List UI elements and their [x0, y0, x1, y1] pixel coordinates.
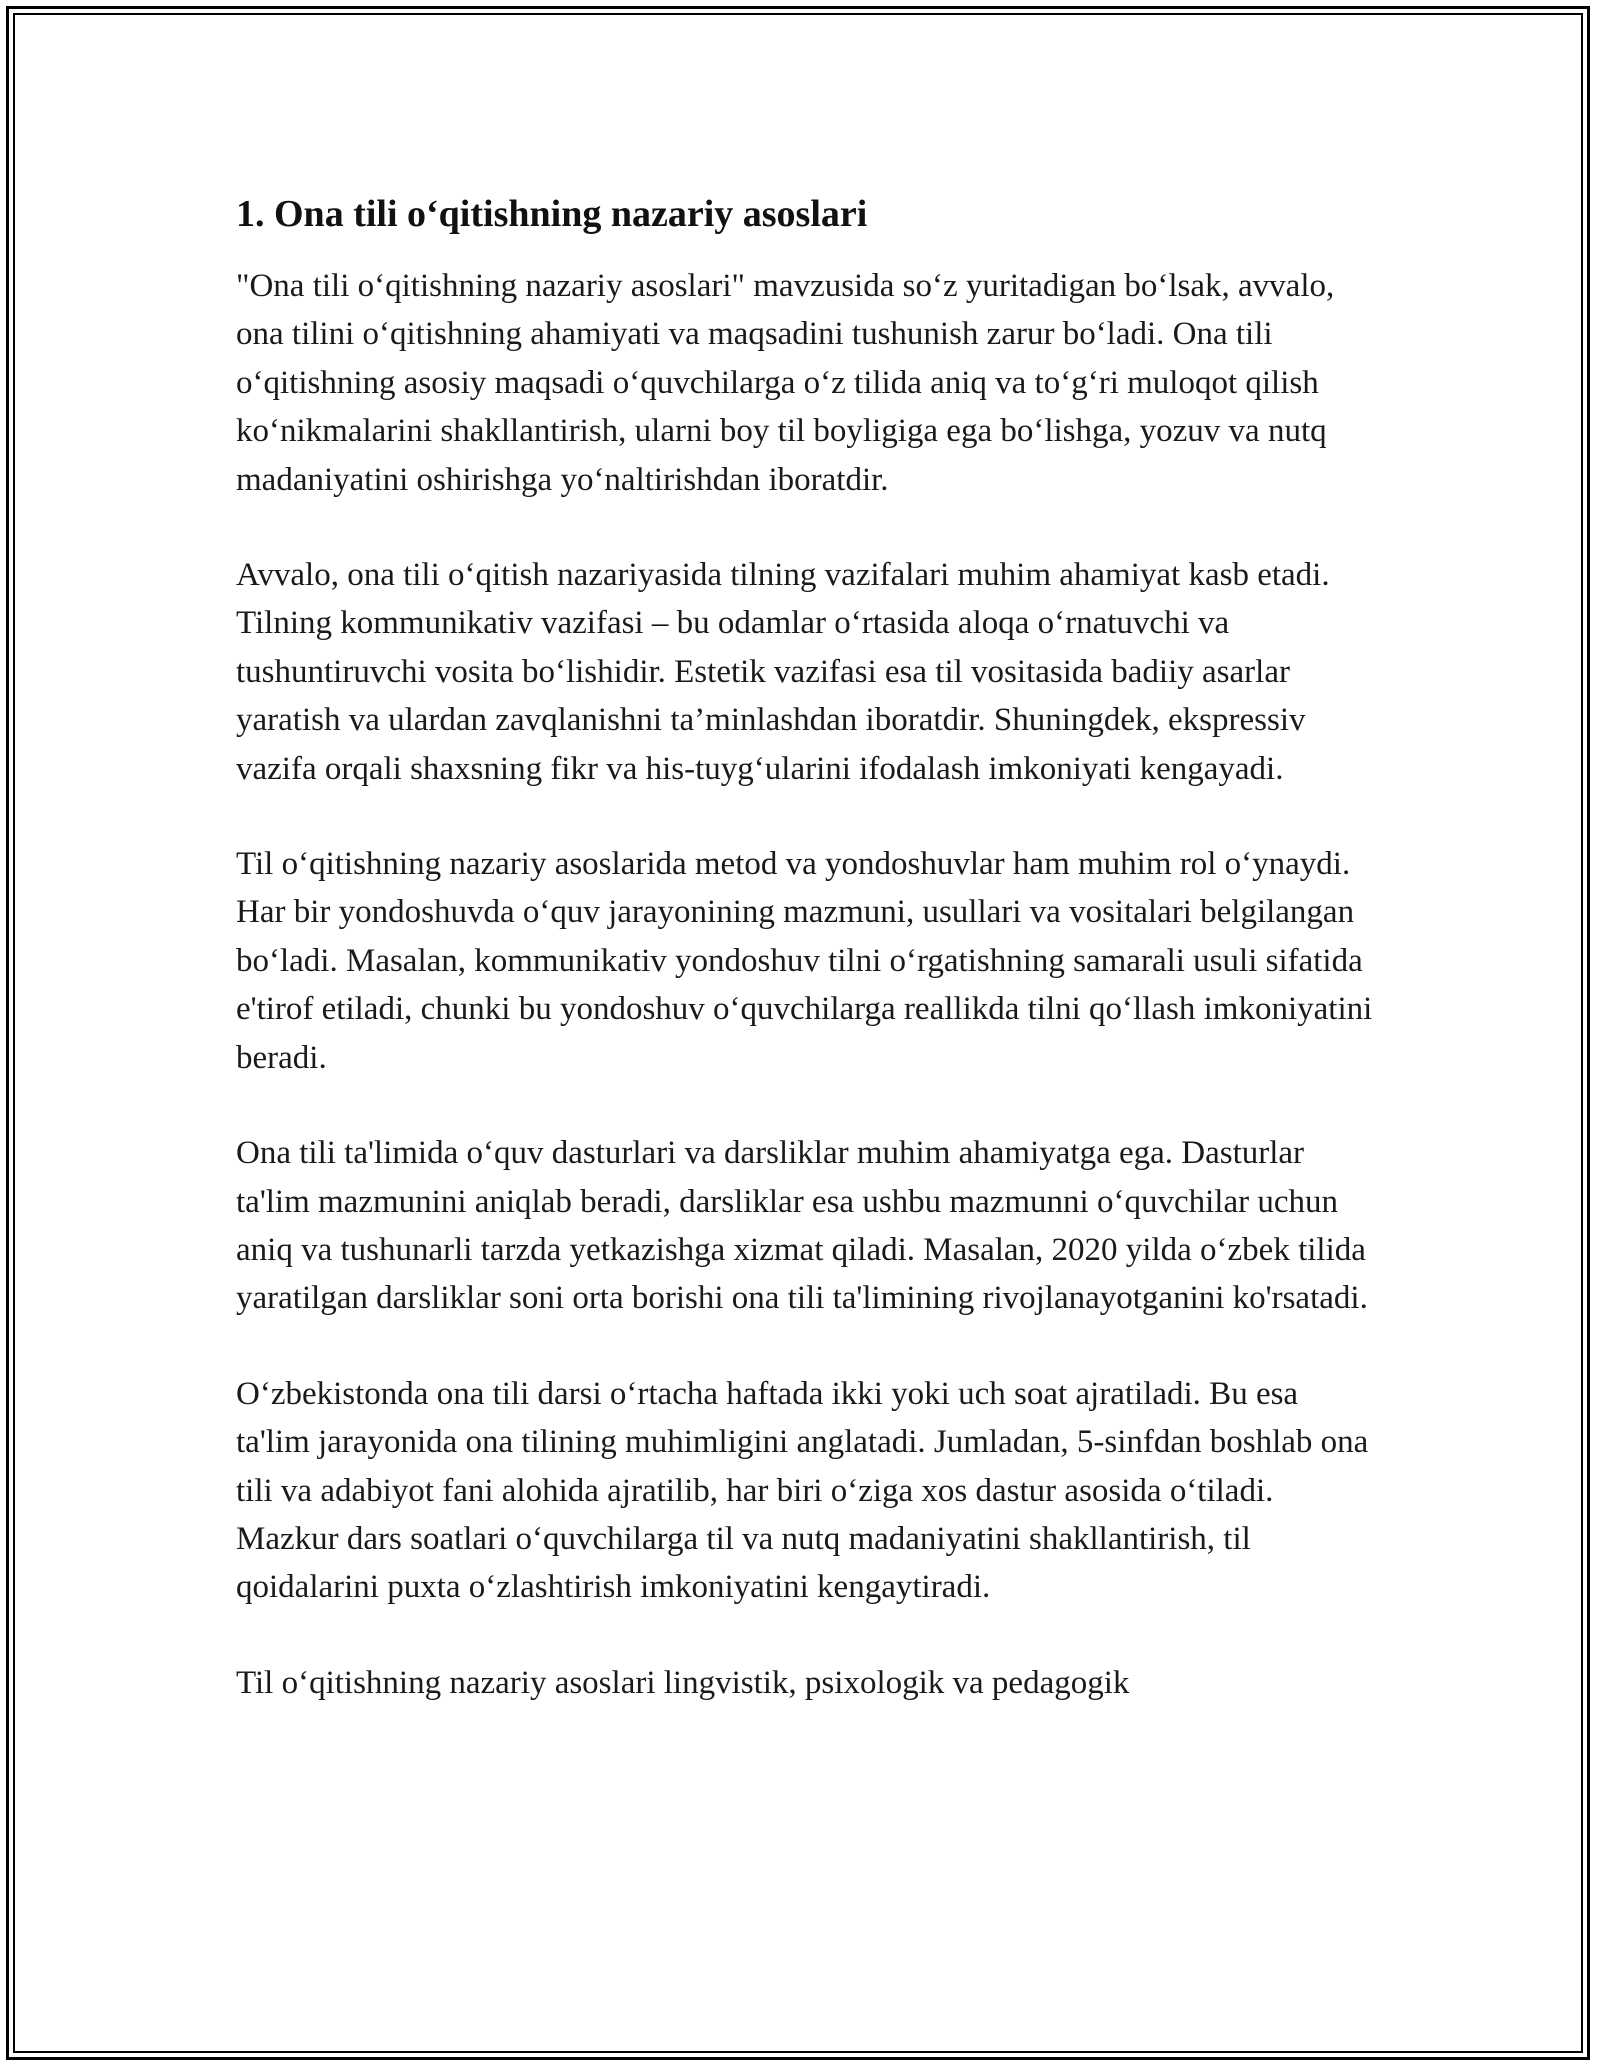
paragraph-3: Til o‘qitishning nazariy asoslarida metod va yondoshuvlar ham muhim rol o‘ynaydi. Har bir yondoshuvda o‘quv jarayonining mazmuni, usullari va vositalari belgilangan bo‘ladi. Masalan, kommunikativ yondoshuv tilni o‘rgatishning samarali usuli sifatida e'tirof etiladi, chunki bu yondoshuv o‘quvchilarga reallikda tilni qo‘llash imkoniyatini beradi. — [236, 846, 1373, 1076]
document-body — [236, 186, 1376, 1754]
paragraph-6: Til o‘qitishning nazariy asoslari lingvistik, psixologik va pedagogik — [236, 1664, 1130, 1701]
paragraph-1: "Ona tili o‘qitishning nazariy asoslari" mavzusida so‘z yuritadigan bo‘lsak, avvalo, ona tilini o‘qitishning ahamiyati va maqsadini tushunish zarur bo‘ladi. Ona tili o‘qitishning asosiy maqsadi o‘quvchilarga o‘z tilida aniq va to‘g‘ri muloqot qilish ko‘nikmalarini shakllantirish, ularni boy til boyligiga ega bo‘lishga, yozuv va nutq madaniyatini oshirishga yo‘naltirishdan iboratdir. — [236, 268, 1335, 498]
paragraph-5: O‘zbekistonda ona tili darsi o‘rtacha haftada ikki yoki uch soat ajratiladi. Bu esa ta'lim jarayonida ona tilining muhimligini anglatadi. Jumladan, 5-sinfdan boshlab ona tili va adabiyot fani alohida ajratilib, har biri o‘ziga xos dastur asosida o‘tiladi. Mazkur dars soatlari o‘quvchilarga til va nutq madaniyatini shakllantirish, til qoidalarini puxta o‘zlashtirish imkoniyatini kengaytiradi. — [236, 1375, 1369, 1606]
page-title: 1. Ona tili o‘qitishning nazariy asoslari — [236, 193, 868, 235]
paragraph-4: Ona tili ta'limida o‘quv dasturlari va darsliklar muhim ahamiyatga ega. Dasturlar ta'lim mazmunini aniqlab beradi, darsliklar esa ushbu mazmunni o‘quvchilar uchun aniq va tushunarli tarzda yetkazishga xizmat qiladi. Masalan, 2020 yilda o‘zbek tilida yaratilgan darsliklar soni orta borishi ona tili ta'limining rivojlanayotganini ko'rsatadi. — [236, 1135, 1368, 1317]
paragraph-2: Avvalo, ona tili o‘qitish nazariyasida tilning vazifalari muhim ahamiyat kasb etadi. Tilning kommunikativ vazifasi – bu odamlar o‘rtasida aloqa o‘rnatuvchi va tushuntiruvchi vosita bo‘lishidir. Estetik vazifasi esa til vositasida badiiy asarlar yaratish va ulardan zavqlanishni ta’minlashdan iboratdir. Shuningdek, ekspressiv vazifa orqali shaxsning fikr va his-tuyg‘ularini ifodalash imkoniyati kengayadi. — [236, 557, 1330, 787]
